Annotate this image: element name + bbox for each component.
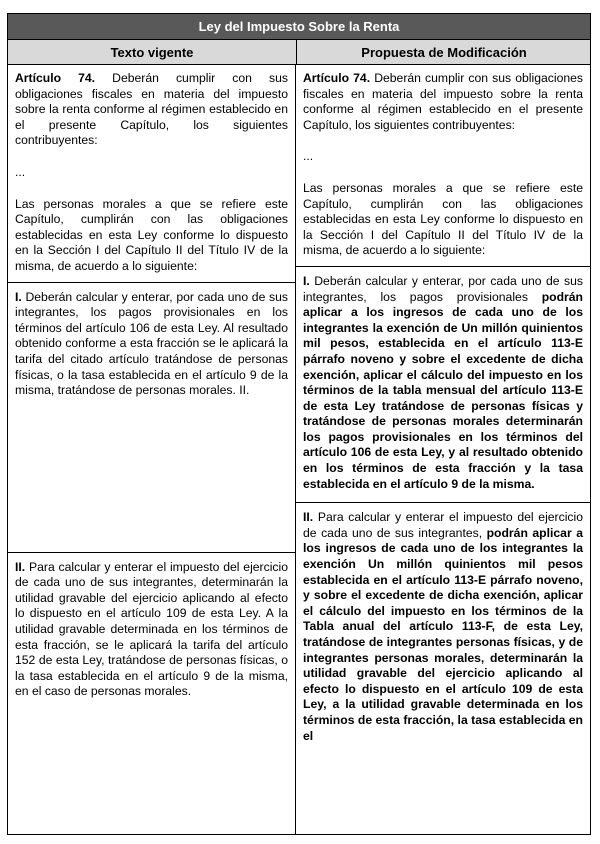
- fraccion-i-plain: Deberán calcular y enterar, por cada uno de sus integrantes, los pagos provisionales: [303, 273, 583, 304]
- fraccion-ii-paragraph: [15, 560, 288, 700]
- fraccion-ii-plain: Para calcular y enterar el impuesto del ejercicio de cada uno de sus integrantes,: [303, 510, 583, 540]
- fraccion-ii-label: II.: [303, 510, 314, 525]
- header-texto-vigente: Texto vigente: [8, 40, 297, 64]
- table-body: [8, 65, 590, 835]
- articulo-label: Artículo 74.: [303, 71, 371, 85]
- personas-morales-paragraph: Las personas morales a que se refiere este Capítulo, cumplirán con las obligaciones establecidas en esta Ley conforme lo dispuesto en la Sección I del Capítulo II del Título IV de la misma, de acuerdo a lo siguiente:: [15, 196, 288, 273]
- articulo-74-paragraph: [15, 71, 288, 149]
- ellipsis: ...: [303, 149, 314, 164]
- fraccion-ii-bold: podrán aplicar a los ingresos de cada uno de los integrantes la exención Un millón quinientos mil pesos establecida en el artículo 113-E párrafo noveno, y sobre el excedente de dicha exención, aplicar el cálculo del impuesto en los términos de la Tabla anual del artículo 113-F, de esta Ley, tratándose de integrantes personas físicas, y de integrantes personas morales, determinarán la utilidad gravable del ejercicio aplicando al efecto lo dispuesto en el artículo 109 de esta Ley, a la utilidad gravable determinada en los términos de esta fracción, la tasa establecida en el: [303, 525, 583, 743]
- row-divider: [8, 282, 295, 283]
- fraccion-i-bold: podrán aplicar a los ingresos de cada uno de los integrantes la exención de Un millón quinientos mil pesos, establecida en el artículo 113-E párrafo noveno y sobre el excedente de dicha exención, aplicar el cálculo del impuesto en los términos de la tabla mensual del artículo 113-E de esta Ley tratándose de personas físicas y tratándose de personas morales determinarán los pagos provisionales en los términos del artículo 106 de esta Ley, y al resultado obtenido en los términos de esta fracción y la tasa establecida en el artículo 9 de la misma.: [303, 289, 583, 491]
- fraccion-ii-paragraph: [303, 510, 583, 744]
- articulo-text: Deberán cumplir con sus obligaciones fiscales en materia del impuesto sobre la renta conforme al régimen establecido en el presente Capítulo, los siguientes contribuyentes:: [15, 71, 288, 148]
- articulo-text: Deberán cumplir con sus obligaciones fiscales en materia del impuesto sobre la renta conforme al régimen establecido en el presente Capítulo, los siguientes contribuyentes:: [303, 71, 583, 132]
- ellipsis: ...: [15, 164, 26, 179]
- header-propuesta: Propuesta de Modificación: [361, 44, 527, 60]
- personas-morales-paragraph: Las personas morales a que se refiere este Capítulo, cumplirán con las obligaciones establecidas en esta Ley conforme lo dispuesto en la Sección I del Capítulo II del Título IV de la misma, de acuerdo a lo siguiente:: [303, 180, 583, 258]
- articulo-74-paragraph: [303, 71, 583, 133]
- row-divider: [296, 266, 590, 267]
- column-headers: [8, 40, 590, 65]
- fraccion-i-text: Deberán calcular y enterar, por cada uno de sus integrantes, los pagos provisionales en los términos del artículo 106 de esta Ley. Al resultado obtenido conforme a esta fracción se le aplicará la tarifa del citado artículo tratándose de personas físicas, o la tasa establecida en el artículo 9 de la misma, tratándose de personas morales. II.: [15, 289, 288, 398]
- column-texto-vigente: [8, 65, 296, 835]
- row-divider: [8, 552, 295, 553]
- fraccion-i-paragraph: [15, 290, 288, 399]
- row-divider: [296, 502, 590, 503]
- fraccion-ii-label: II.: [15, 559, 26, 574]
- fraccion-i-label: I.: [15, 289, 22, 304]
- fraccion-ii-text: Para calcular y enterar el impuesto del ejercicio de cada uno de sus integrantes, determinarán la utilidad gravable del ejercicio aplicando al efecto lo dispuesto en el artículo 109 de esta Ley. A la utilidad gravable determinada en los términos de esta fracción, se le aplicará la tarifa del artículo 152 de esta Ley, tratándose de personas físicas, o la tasa establecida en el artículo 9 de la misma, en el caso de personas morales.: [15, 559, 288, 699]
- fraccion-i-label: I.: [303, 273, 310, 288]
- articulo-label: Artículo 74.: [15, 71, 96, 85]
- fraccion-i-paragraph: [303, 274, 583, 492]
- comparison-table: [7, 13, 591, 835]
- column-propuesta: [296, 65, 590, 835]
- table-title: Ley del Impuesto Sobre la Renta: [8, 14, 590, 40]
